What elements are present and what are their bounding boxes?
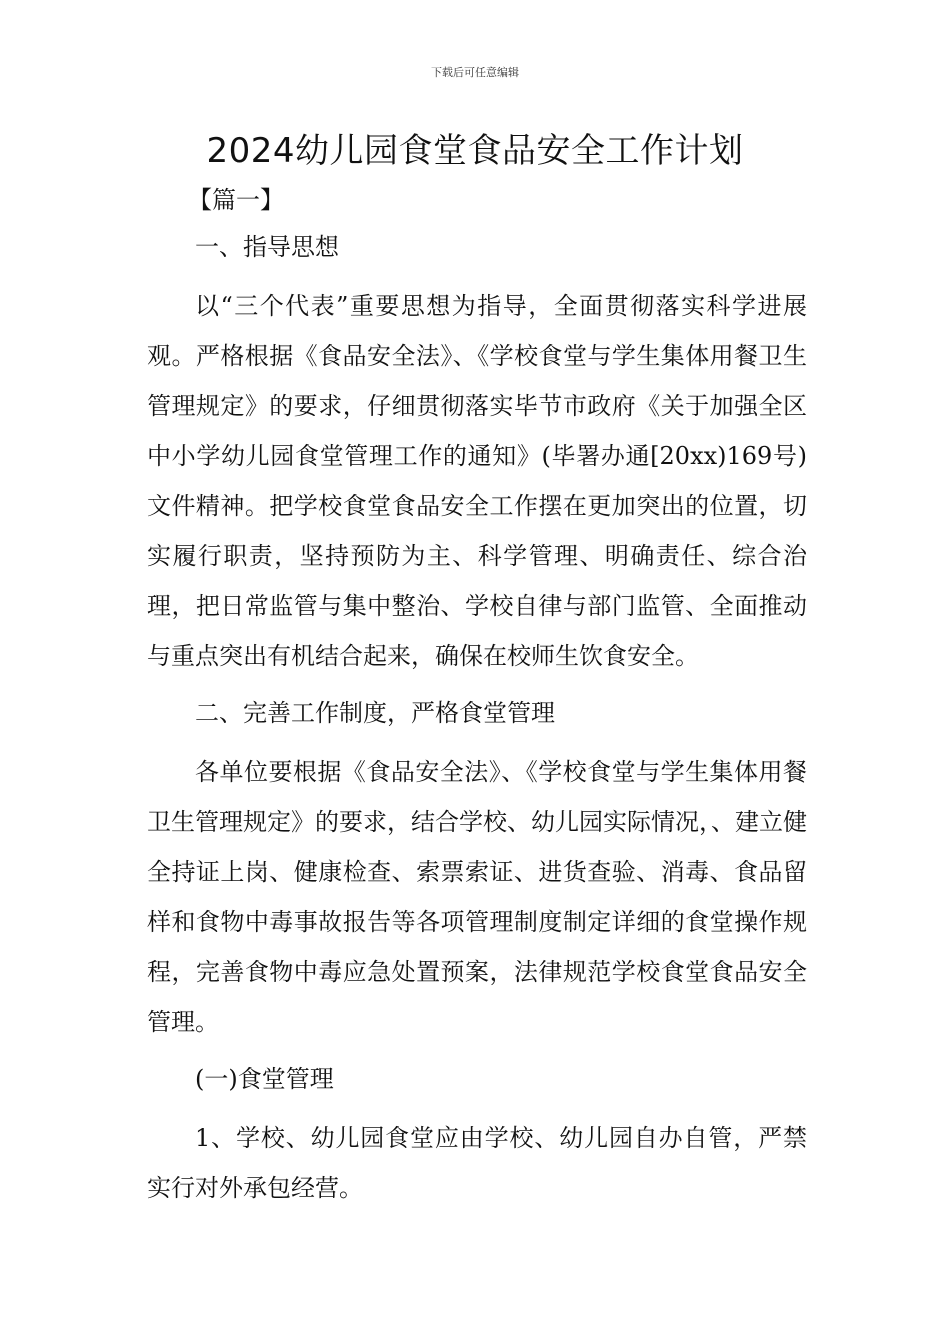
- paragraph-guiding-ideology: 以“三个代表”重要思想为指导，全面贯彻落实科学进展观。严格根据《食品安全法》、《学校食堂与学生集体用餐卫生管理规定》的要求，仔细贯彻落实毕节市政府《关于加强全区中小学幼儿园食堂管理工作的通知》(毕署办通[20xx)169号)文件精神。把学校食堂食品安全工作摆在更加突出的位置，切实履行职责，坚持预防为主、科学管理、明确责任、综合治理，把日常监管与集中整治、学校自律与部门监管、全面推动与重点突出有机结合起来，确保在校师生饮食安全。: [147, 292, 807, 670]
- heading-canteen-management: (一)食堂管理: [195, 1065, 334, 1093]
- paragraph-item-1: 1、学校、幼儿园食堂应由学校、幼儿园自办自管，严禁实行对外承包经营。: [147, 1124, 807, 1202]
- paragraph-work-system: 各单位要根据《食品安全法》、《学校食堂与学生集体用餐卫生管理规定》的要求，结合学校、幼儿园实际情况，、建立健全持证上岗、健康检查、索票索证、进货查验、消毒、食品留样和食物中毒事故报告等各项管理制度制定详细的食堂操作规程，完善食物中毒应急处置预案，法律规范学校食堂食品安全管理。: [147, 758, 807, 1036]
- document-body: [147, 222, 807, 1220]
- heading-work-system: 二、完善工作制度，严格食堂管理: [195, 699, 555, 727]
- heading-guiding-ideology: 一、指导思想: [195, 233, 339, 261]
- page-header-note: 下载后可任意编辑: [431, 66, 519, 79]
- document-title: 2024幼儿园食堂食品安全工作计划: [206, 131, 744, 171]
- section-tag: 【篇一】: [188, 186, 284, 214]
